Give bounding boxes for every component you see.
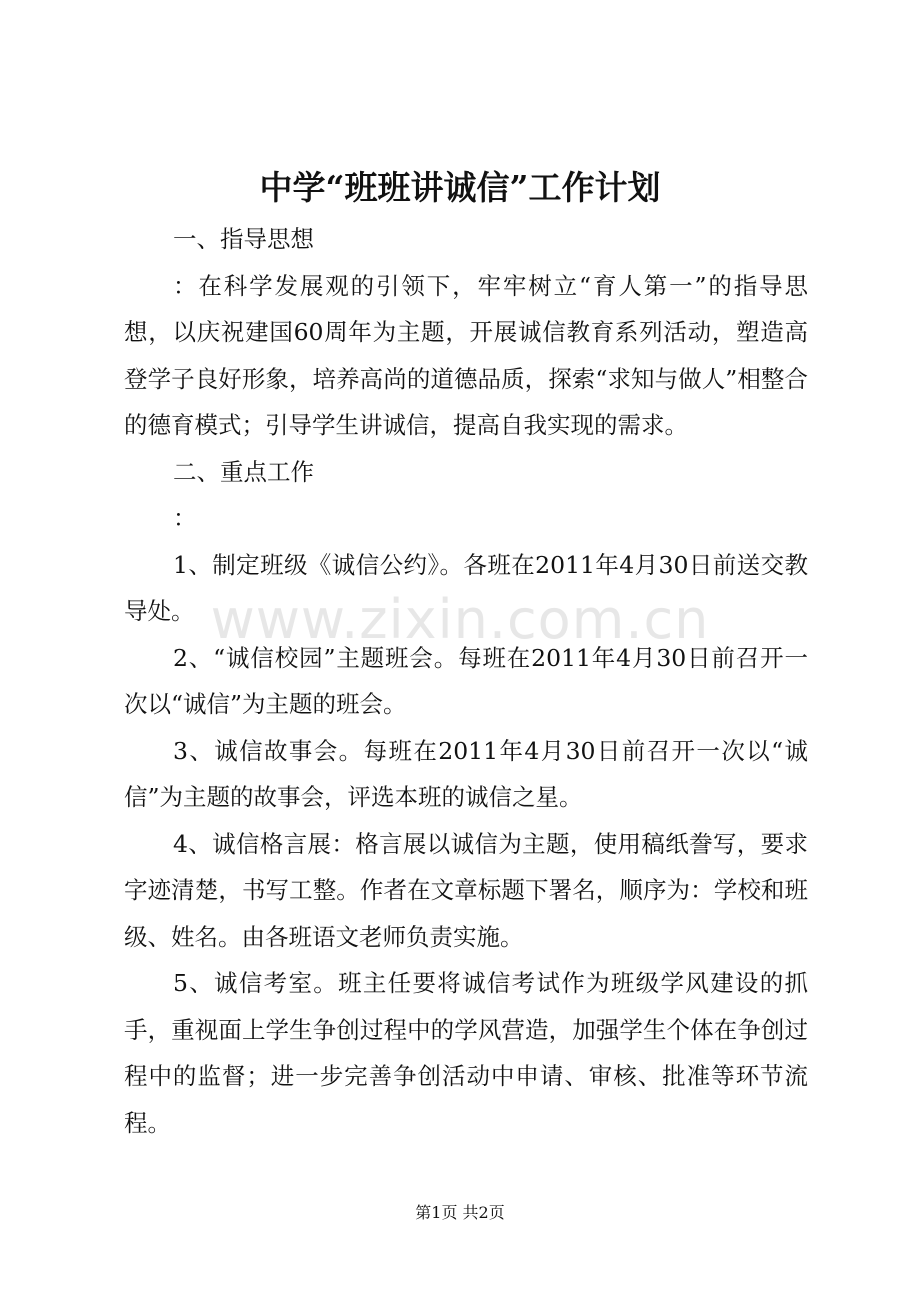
paragraph-colon: ：	[173, 504, 197, 532]
document-title: 中学“班班讲诚信”工作计划	[259, 168, 661, 207]
paragraph-item-2: 2、“诚信校园”主题班会。每班在2011年4月30日前召开一次以“诚信”为主题的班会。	[124, 643, 808, 718]
section-heading-key-work: 二、重点工作	[173, 457, 314, 486]
paragraph-item-1: 1、制定班级《诚信公约》。各班在2011年4月30日前送交教导处。	[124, 550, 808, 625]
watermark: www.zixin.com.cn	[210, 588, 710, 651]
document-body	[124, 216, 808, 1146]
paragraph-guiding-ideology: ：在科学发展观的引领下，牢牢树立“育人第一”的指导思想，以庆祝建国60周年为主题，开展诚信教育系列活动，塑造高登学子良好形象，培养高尚的道德品质，探索“求知与做人”相整合的德育模式；引导学生讲诚信，提高自我实现的需求。	[124, 271, 808, 439]
section-heading-guiding-ideology: 一、指导思想	[173, 225, 314, 253]
page-number-footer: 第1页 共2页	[415, 1203, 505, 1222]
paragraph-item-3: 3、诚信故事会。每班在2011年4月30日前召开一次以“诚信”为主题的故事会，评选本班的诚信之星。	[124, 736, 808, 811]
paragraph-item-5: 5、诚信考室。班主任要将诚信考试作为班级学风建设的抓手，重视面上学生争创过程中的学风营造，加强学生个体在争创过程中的监督；进一步完善争创活动中申请、审核、批准等环节流程。	[124, 969, 808, 1137]
paragraph-item-4: 4、诚信格言展：格言展以诚信为主题，使用稿纸誊写，要求字迹清楚，书写工整。作者在文章标题下署名，顺序为：学校和班级、姓名。由各班语文老师负责实施。	[124, 829, 808, 951]
